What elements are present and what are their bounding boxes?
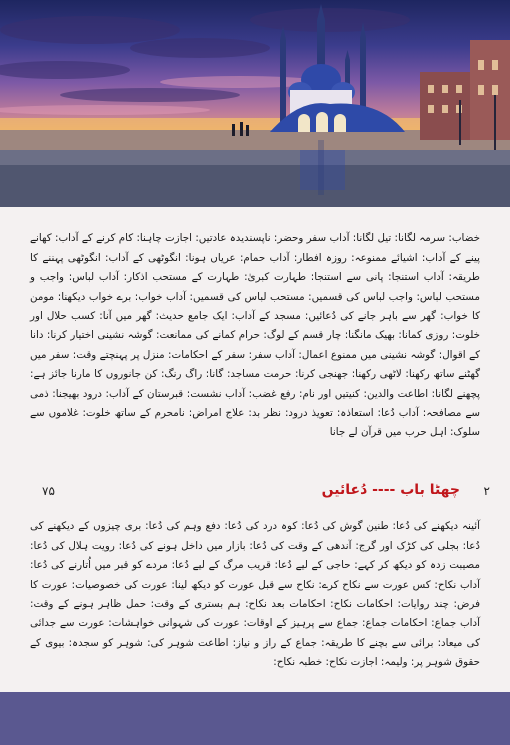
chapter-heading-row	[30, 482, 490, 506]
content-area	[0, 207, 510, 692]
footer-band	[0, 692, 510, 745]
chapter-topics-paragraph: آئینہ دیکھنے کی دُعا: طنین گوش کی دُعا: کوہ درد کی دُعا: دفع وہم کی دُعا: بری چیزوں کے دیکھنے کی دُعا: بجلی کی کڑک اور گرج: آندھی کے وقت کی دُعا: بازار میں داخل ہونے کی دُعا: رویت ہلال کی دُعا: مصیبت زدہ کو دیکھ کر کہے: حاجی کے لیے دُعا: قریب مرگ کے لیے دُعا: مردے کو قبر میں اُتارنے کی دُعا: آداب نکاح: کس عورت سے نکاح کرے: نکاح سے قبل عورت کو دیکھ لینا: عورت کی خصوصیات: عورت کا فرض: چند روایات: احکامات نکاح: احکامات بعد نکاح: ہم بستری کے وقت: حمل ظاہر ہونے کے وقت: آداب جماع: احکامات جماع: جماع سے پرہیز کے اوقات: عورت کی شہوانی خواہشات: عورت سے جدائی کی میعاد: برائی سے بچنے کا طریقہ: جماع کے راز و نیاز: اطاعت شوہر کی: شوہر کو سجدہ: بیوی کے حقوق شوہر پر: ولیمہ: اجازت نکاح: خطبہ نکاح:	[30, 520, 480, 669]
section-topics-paragraph: خضاب: سرمہ لگانا: تیل لگانا: آداب سفر وحضر: ناپسندیدہ عادتیں: اجازت چاہنا: کام کرنے کے آداب: کھانے پینے کے آداب: اشیائے ممنوعہ: روزہ افطار: آداب حمام: عریاں ہونا: انگوٹھی کے آداب: انگوٹھی پہننے کا طریقہ: آداب استنجا: پانی سے استنجا: طہارت کبریٰ: طہارت کے مستحب اذکار: آداب لباس: واجب و مستحب لباس: واجب لباس کی قسمیں: مستحب لباس کی قسمیں: آداب خواب: برے خواب دیکھنا: مومن کا خواب: گھر سے باہر جانے کی دُعائیں: مسجد کے آداب: ایک جامع حدیث: گھر میں آنا: کسب حلال اور خلوت: روزی کمانا: بھیک مانگنا: چار قسم کے لوگ: حرام کمانے کی ممانعت: گوشہ نشینی اختیار کرنا: دانا کے اقوال: گوشہ نشینی میں ممنوع اعمال: آداب سفر: سفر کے احکامات: منزل پر پہنچتے وقت: سفر میں گھٹنے ساتھ رکھنا: لاٹھی رکھنا: جھنجی کرنا: حرمت مساجد: گانا: راگ رنگ: کن جانوروں کا مارنا جائز ہے: پچھنے لگانا: اطاعت والدین: کنیتیں اور نام: رفع غضب: آداب نشست: قبرستان کے آداب: درود بھیجنا: ذمی سے مصافحہ: آداب دُعا: استعاذہ: تعویذ درود: نظر بد: علاج امراض: نامحرم کے ساتھ خلوت: غلاموں سے سلوک: اہل حرب میں قرآن لے جانا	[30, 232, 480, 439]
chapter-title: چھٹا باب ---- دُعائیں	[321, 482, 460, 498]
mosque-sunset-illustration	[0, 0, 510, 207]
header-photo	[0, 0, 510, 207]
chapter-number: ۲	[483, 484, 490, 498]
page-number: ۷۵	[42, 484, 55, 498]
